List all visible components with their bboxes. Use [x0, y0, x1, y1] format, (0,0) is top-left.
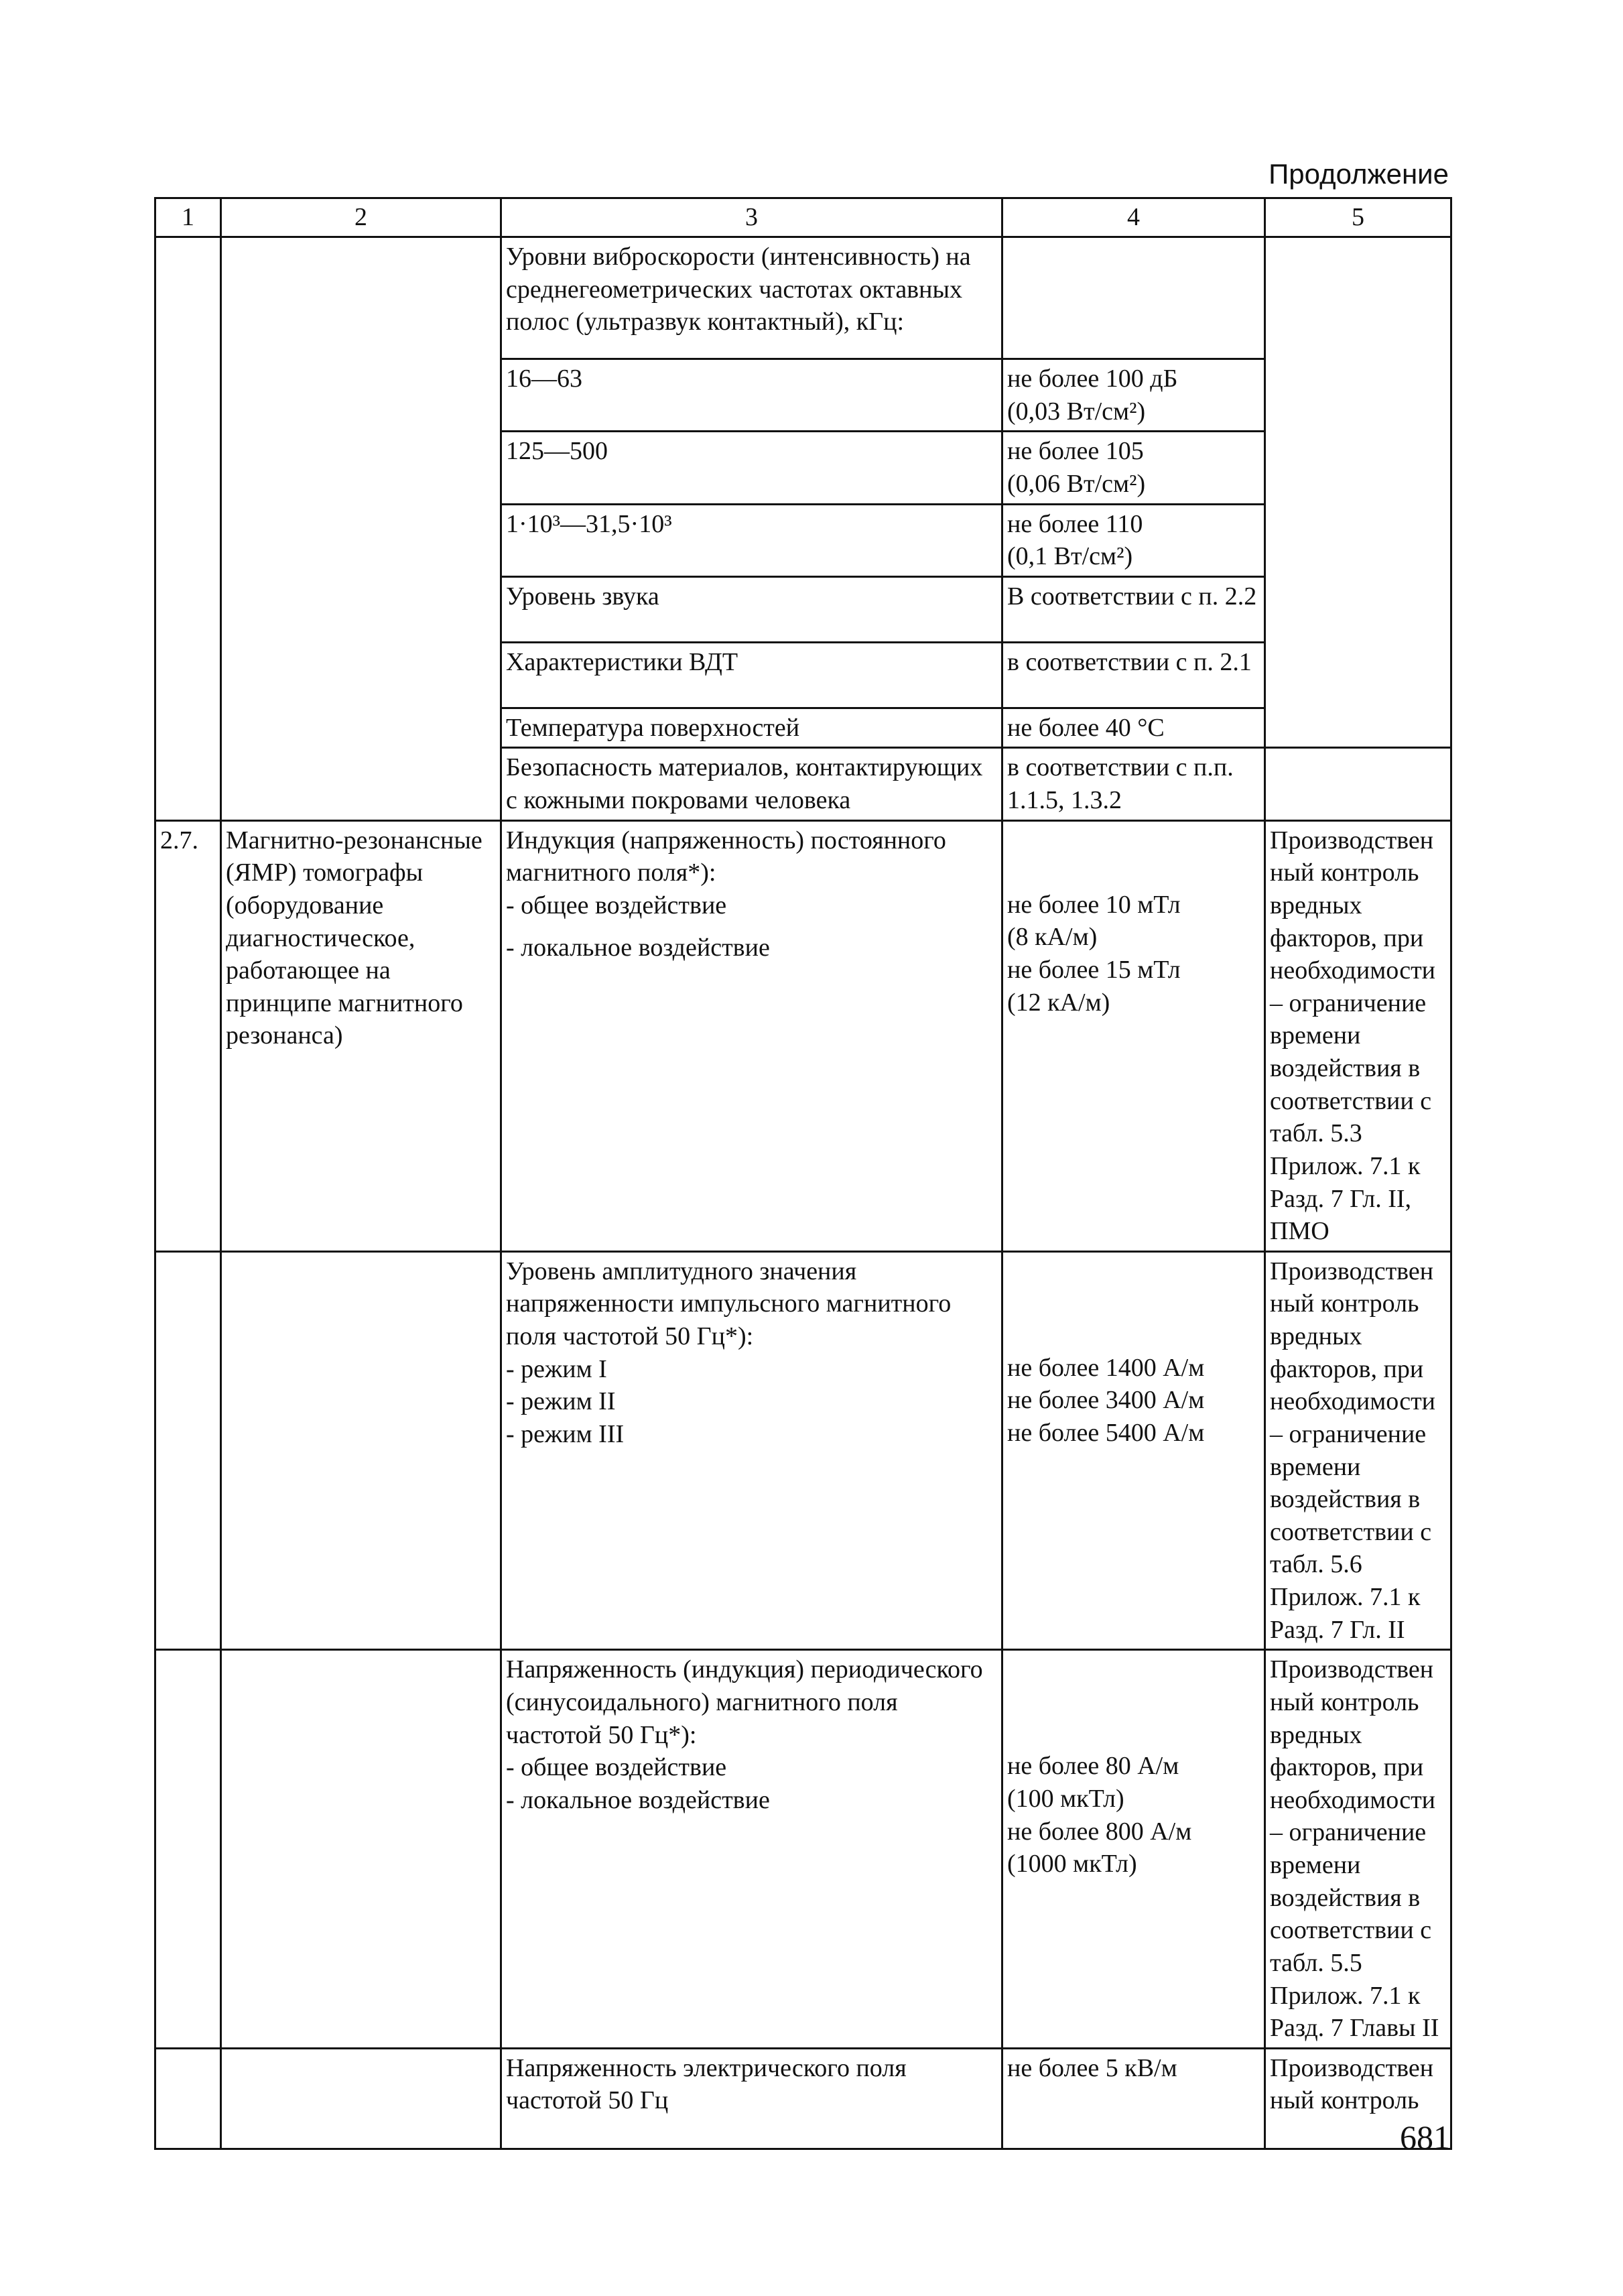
norm-line: не более 105: [1007, 437, 1144, 466]
item-name-cell: [221, 2048, 501, 2149]
measure-cell: Производственный контроль вредных факторов, при необходимости – ограничение времени воздействия в соответствии с табл. 5.3 Прилож. 7.1 к Разд. 7 Гл. II, ПМО: [1265, 820, 1451, 1251]
parameter-title: Напряженность (индукция) периодического (синусоидального) магнитного поля частотой 50 Гц*):: [506, 1655, 983, 1749]
parameter-cell: Температура поверхностей: [501, 708, 1002, 748]
item-name-cell: [221, 237, 501, 821]
item-number-cell: [155, 1650, 221, 2049]
measure-cell: Производственный контроль вредных факторов, при необходимости – ограничение времени воздействия в соответствии с табл. 5.5 Прилож. 7.1 к Разд. 7 Главы II: [1265, 1650, 1451, 2049]
item-name-cell: [221, 1650, 501, 2049]
norm-cell: в соответствии с п.п. 1.1.5, 1.3.2: [1002, 748, 1265, 820]
parameter-cell: [501, 1650, 1002, 2049]
norm-line: не более 80 А/м: [1007, 1752, 1179, 1781]
norm-line: не более 800 А/м: [1007, 1817, 1192, 1846]
parameter-cell: Уровни виброскорости (интенсивность) на среднегеометрических частотах октавных полос (ультразвук контактный), кГц:: [501, 237, 1002, 359]
item-name-cell: Магнитно-резонансные (ЯМР) томографы (оборудование диагностическое, работающее на принципе магнитного резонанса): [221, 820, 501, 1251]
measure-cell: [1265, 237, 1451, 748]
continuation-label: Продолжение: [1269, 158, 1449, 190]
spacer: [1007, 824, 1260, 889]
norm-cell: не более 5 кВ/м: [1002, 2048, 1265, 2149]
parameter-cell: 16—63: [501, 359, 1002, 432]
norm-cell: не более 40 °С: [1002, 708, 1265, 748]
table-row: [155, 237, 1451, 359]
norm-line: не более 100 дБ: [1007, 365, 1178, 393]
norm-cell: [1002, 237, 1265, 359]
parameter-cell: 1·10³—31,5·10³: [501, 504, 1002, 576]
norm-line: не более 15 мТл: [1007, 955, 1181, 984]
column-number: 3: [501, 198, 1002, 237]
norm-cell: [1002, 504, 1265, 576]
norm-line: (0,1 Вт/см²): [1007, 542, 1133, 571]
norm-line: (12 кА/м): [1007, 988, 1110, 1017]
item-name-cell: [221, 1251, 501, 1650]
column-number: 1: [155, 198, 221, 237]
parameter-title: Уровень амплитудного значения напряженности импульсного магнитного поля частотой 50 Гц*):: [506, 1257, 952, 1350]
norm-cell: [1002, 1650, 1265, 2049]
item-number-cell: 2.7.: [155, 820, 221, 1251]
table-row: [155, 1650, 1451, 2049]
page-number: 681: [1400, 2118, 1450, 2156]
parameter-cell: 125—500: [501, 432, 1002, 504]
norm-cell: В соответствии с п. 2.2: [1002, 576, 1265, 642]
norm-cell: [1002, 1251, 1265, 1650]
column-number: 5: [1265, 198, 1451, 237]
parameter-cell: [501, 1251, 1002, 1650]
norm-line: (0,03 Вт/см²): [1007, 397, 1146, 426]
norm-cell: [1002, 820, 1265, 1251]
parameter-cell: Напряженность электрического поля частотой 50 Гц: [501, 2048, 1002, 2149]
measure-cell: Производственный контроль вредных факторов, при необходимости – ограничение времени воздействия в соответствии с табл. 5.6 Прилож. 7.1 к Разд. 7 Гл. II: [1265, 1251, 1451, 1650]
column-number-row: [155, 198, 1451, 237]
item-number-cell: [155, 2048, 221, 2149]
spacer: [506, 922, 997, 932]
norm-line: (0,06 Вт/см²): [1007, 469, 1146, 498]
column-number: 4: [1002, 198, 1265, 237]
norm-cell: [1002, 359, 1265, 432]
parameter-subitem: - локальное воздействие: [506, 1785, 770, 1814]
hygiene-norms-table: [154, 197, 1452, 2150]
norm-line: не более 110: [1007, 509, 1143, 538]
parameter-title: Индукция (напряженность) постоянного магнитного поля*):: [506, 826, 946, 887]
norm-line: (100 мкТл): [1007, 1784, 1124, 1813]
spacer: [1007, 1255, 1260, 1352]
parameter-cell: Безопасность материалов, контактирующих с кожными покровами человека: [501, 748, 1002, 820]
parameter-subitem: - режим II: [506, 1387, 616, 1416]
spacer: [1007, 1653, 1260, 1750]
parameter-cell: Характеристики ВДТ: [501, 642, 1002, 708]
norm-line: не более 1400 А/м: [1007, 1353, 1205, 1382]
norm-line: (8 кА/м): [1007, 923, 1098, 952]
parameter-subitem: - режим I: [506, 1354, 607, 1383]
parameter-subitem: - общее воздействие: [506, 891, 727, 919]
item-number-cell: [155, 1251, 221, 1650]
parameter-subitem: - общее воздействие: [506, 1753, 727, 1782]
norm-cell: в соответствии с п. 2.1: [1002, 642, 1265, 708]
norm-line: не более 5400 А/м: [1007, 1419, 1205, 1447]
parameter-cell: [501, 820, 1002, 1251]
parameter-subitem: - локальное воздействие: [506, 933, 770, 962]
norm-line: не более 3400 А/м: [1007, 1386, 1205, 1415]
measure-cell: [1265, 748, 1451, 820]
measure-cell: Производственный контроль: [1265, 2048, 1451, 2149]
column-number: 2: [221, 198, 501, 237]
parameter-subitem: - режим III: [506, 1419, 625, 1448]
norm-line: (1000 мкТл): [1007, 1850, 1137, 1878]
parameter-cell: Уровень звука: [501, 576, 1002, 642]
table-row: [155, 2048, 1451, 2149]
table-row: [155, 820, 1451, 1251]
norm-line: не более 10 мТл: [1007, 890, 1181, 919]
norm-cell: [1002, 432, 1265, 504]
item-number-cell: [155, 237, 221, 821]
table-row: [155, 1251, 1451, 1650]
